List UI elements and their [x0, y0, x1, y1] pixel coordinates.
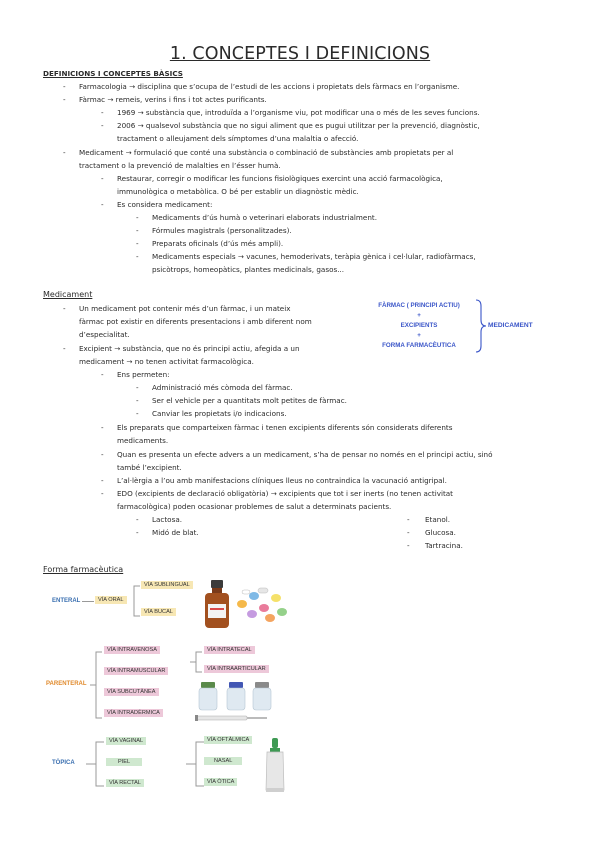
bullet-dash: - [407, 541, 410, 550]
text-p2-cont: medicament → no tenen activitat farmacològica. [79, 357, 254, 366]
section-heading-forma: Forma farmacèutica [43, 565, 124, 574]
list-item: Tartracina. [425, 541, 463, 550]
text-restaurar: Restaurar, corregir o modificar les funcions fisiològiques exercint una acció farmacològica, [117, 174, 443, 183]
text-p2: Excipient → substància, que no és principi actiu, afegida a un [79, 344, 300, 353]
pills-icon [234, 584, 290, 626]
text-p1: Un medicament pot contenir més d’un fàrmac, i un mateix [79, 304, 291, 313]
bullet-dash: - [63, 148, 66, 157]
list-item: Administració més còmoda del fàrmac. [152, 383, 293, 392]
section-heading-medicament: Medicament [43, 290, 93, 299]
label-via-subcutania: VÍA SUBCUTÀNEA [104, 688, 159, 696]
bullet-dash: - [101, 489, 104, 498]
diagram-forma: FORMA FARMACÈUTICA [382, 342, 456, 349]
diagram-plus: + [417, 312, 421, 319]
section-heading-definicions: DEFINICIONS I CONCEPTES BÀSICS [43, 69, 183, 78]
bullet-dash: - [136, 213, 139, 222]
diagram-farmac: FÀRMAC ( PRINCIPI ACTIU) [378, 302, 460, 309]
list-item: Medicaments especials → vacunes, hemoderivats, teràpia gènica i cel·lular, radiofàrmacs, [152, 252, 476, 261]
text-b3: L’al·lèrgia a l’ou amb manifestacions clíniques lleus no contraindica la vacunació antigripal. [117, 476, 447, 485]
text-medicament: Medicament → formulació que conté una substància o combinació de substàncies amb propietats per al [79, 148, 454, 157]
bullet-dash: - [63, 344, 66, 353]
list-item-cont: psicòtrops, homeopàtics, plantes medicinals, gasos... [152, 265, 345, 274]
bullet-dash: - [101, 121, 104, 130]
group-topica: TÒPICA [52, 760, 75, 766]
label-via-intradermica: VÍA INTRADÈRMICA [104, 709, 163, 717]
label-via-sublingual: VÍA SUBLINGUAL [141, 581, 193, 589]
list-item: Canviar les propietats i/o indicacions. [152, 409, 287, 418]
label-piel: PIEL [106, 758, 142, 766]
text-ens-permeten: Ens permeten: [117, 370, 170, 379]
bullet-dash: - [136, 396, 139, 405]
label-nasal: NASAL [204, 757, 242, 765]
bullet-dash: - [407, 528, 410, 537]
bullet-dash: - [101, 108, 104, 117]
text-b4: EDO (excipients de declaració obligatòria) → excipients que tot i ser inerts (no tenen activitat [117, 489, 453, 498]
page-title: 1. CONCEPTES I DEFINICIONS [169, 44, 431, 64]
label-via-rectal: VÍA RECTAL [106, 779, 144, 787]
connector-line [82, 601, 94, 602]
bracket-icon [86, 740, 106, 788]
vials-syringe-icon [195, 680, 280, 724]
bullet-dash: - [63, 95, 66, 104]
text-farmac-1969: 1969 → substància que, introduïda a l’organisme viu, pot modificar una o més de les seves funcions. [117, 108, 480, 117]
diagram-medicament: MEDICAMENT [488, 322, 533, 329]
bullet-dash: - [136, 239, 139, 248]
bullet-dash: - [136, 515, 139, 524]
dropper-tube-icon [262, 738, 288, 794]
text-medicament-cont: tractament o la prevenció de malalties en l’ésser humà. [79, 161, 281, 170]
text-b1-cont: medicaments. [117, 436, 169, 445]
list-item: Preparats oficinals (d’ús més ampli). [152, 239, 284, 248]
bullet-dash: - [136, 528, 139, 537]
label-via-intratecal: VÍA INTRATECAL [204, 646, 255, 654]
bullet-dash: - [407, 515, 410, 524]
bullet-dash: - [63, 82, 66, 91]
text-b1: Els preparats que comparteixen fàrmac i tenen excipients diferents són considerats diferents [117, 423, 453, 432]
bracket-icon [90, 650, 104, 720]
text-farmac-2006: 2006 → qualsevol substància que no sigui aliment que es pugui utilitzar per la prevenció, diagnòstic, [117, 121, 480, 130]
label-via-intravenosa: VÍA INTRAVENOSA [104, 646, 160, 654]
bullet-dash: - [136, 409, 139, 418]
bullet-dash: - [101, 476, 104, 485]
diagram-excipients: EXCIPIENTS [400, 322, 438, 329]
text-b2-cont: també l’excipient. [117, 463, 182, 472]
bullet-dash: - [101, 423, 104, 432]
bullet-dash: - [101, 370, 104, 379]
curly-brace-icon [474, 298, 488, 354]
list-item: Midó de blat. [152, 528, 199, 537]
bracket-icon [186, 740, 206, 788]
bracket-icon [190, 650, 204, 674]
text-farmac: Fàrmac → remeis, verins i fins i tot actes purificants. [79, 95, 267, 104]
text-es-considera: Es considera medicament: [117, 200, 213, 209]
list-item: Etanol. [425, 515, 450, 524]
text-farmacologia: Farmacologia → disciplina que s’ocupa de l’estudi de les accions i propietats dels fàrmacs en l’organisme. [79, 82, 460, 91]
bullet-dash: - [101, 450, 104, 459]
text-p1-cont: fàrmac pot existir en diferents presentacions i amb diferent nom [79, 317, 312, 326]
label-via-otica: VÍA ÒTICA [204, 778, 237, 786]
text-p1-cont2: d’especialitat. [79, 330, 130, 339]
list-item: Glucosa. [425, 528, 456, 537]
bullet-dash: - [136, 383, 139, 392]
label-via-intraarticular: VÍA INTRAARTICULAR [204, 665, 269, 673]
text-restaurar-cont: immunològica o metabòlica. O bé per establir un diagnòstic mèdic. [117, 187, 359, 196]
label-via-oral: VÍA ORAL [95, 596, 127, 604]
text-farmac-2006-cont: tractament o alleujament dels símptomes d’una malaltia o afecció. [117, 134, 359, 143]
text-b2: Quan es presenta un efecte advers a un medicament, s’ha de pensar no només en el principi actiu, sinó [117, 450, 493, 459]
bullet-dash: - [136, 226, 139, 235]
list-item: Lactosa. [152, 515, 183, 524]
group-enteral: ENTERAL [52, 598, 81, 604]
diagram-plus: + [417, 332, 421, 339]
bullet-dash: - [136, 252, 139, 261]
syrup-bottle-icon [202, 578, 232, 630]
list-item: Medicaments d’ús humà o veterinari elaborats industrialment. [152, 213, 378, 222]
group-parenteral: PARENTERAL [46, 681, 87, 687]
bullet-dash: - [101, 174, 104, 183]
list-item: Fórmules magistrals (personalitzades). [152, 226, 292, 235]
label-via-intramuscular: VÍA INTRAMUSCULAR [104, 667, 168, 675]
bullet-dash: - [101, 200, 104, 209]
text-b4-cont: farmacològica) poden ocasionar problemes de salut a determinats pacients. [117, 502, 392, 511]
label-via-vaginal: VÍA VAGINAL [106, 737, 146, 745]
list-item: Ser el vehicle per a quantitats molt petites de fàrmac. [152, 396, 347, 405]
bullet-dash: - [63, 304, 66, 313]
label-via-oftalmica: VÍA OFTÀLMICA [204, 736, 252, 744]
label-via-bucal: VÍA BUCAL [141, 608, 176, 616]
